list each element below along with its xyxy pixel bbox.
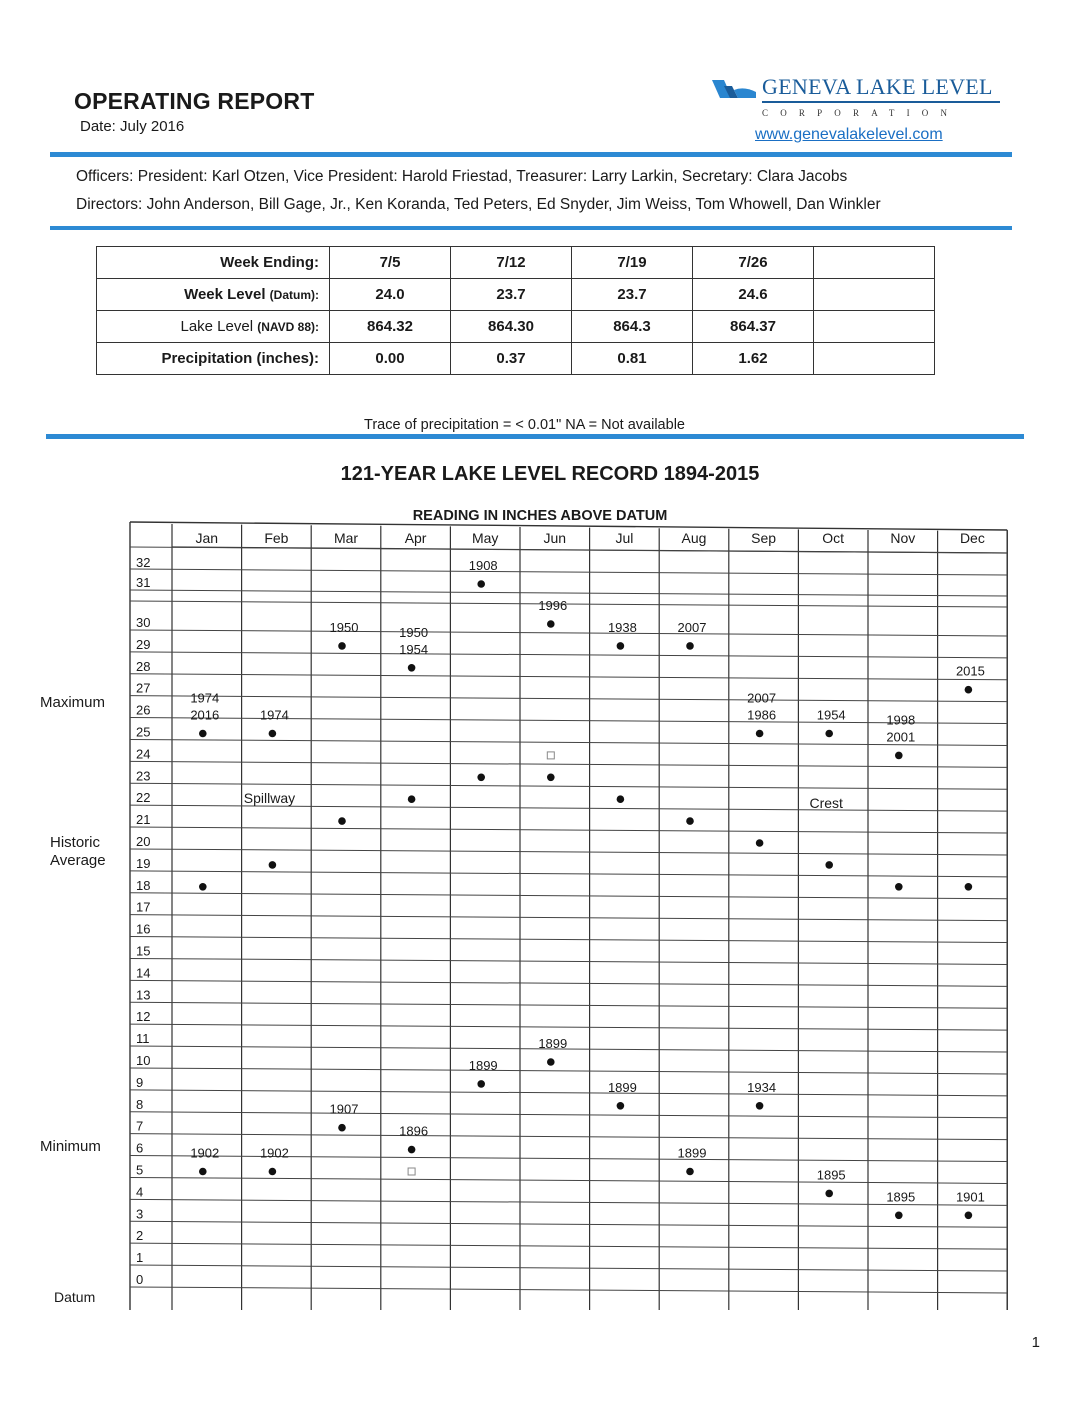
week-level-cell: 23.7	[451, 279, 572, 311]
minimum-point	[617, 1102, 625, 1110]
average-label: Average	[50, 852, 106, 869]
record-year-label: 1899	[538, 1036, 568, 1051]
record-year-label: 1954	[399, 641, 429, 657]
minimum-point	[965, 1212, 973, 1220]
precipitation-cell: 0.81	[572, 343, 693, 375]
record-year-label: 2001	[886, 729, 916, 745]
maximum-point	[756, 730, 764, 738]
maximum-point	[825, 730, 833, 738]
record-year-label: 1902	[190, 1145, 220, 1161]
report-title: OPERATING REPORT	[74, 88, 315, 114]
grid-row-line	[130, 958, 1007, 964]
record-year-label: 2007	[747, 690, 777, 706]
record-year-label: 1899	[468, 1057, 498, 1073]
week-ending-label: Week Ending:	[97, 247, 330, 279]
month-header: Sep	[751, 530, 777, 546]
y-tick-label: 17	[136, 899, 151, 915]
record-year-label: 1996	[538, 598, 568, 613]
y-tick-label: 0	[136, 1272, 144, 1287]
month-header: Nov	[890, 530, 916, 546]
minimum-point	[825, 1190, 833, 1198]
record-year-label: 2015	[955, 663, 985, 679]
grid-row-line	[130, 915, 1007, 921]
y-tick-label: 12	[136, 1009, 151, 1025]
week-cell: 7/12	[451, 247, 572, 279]
week-level-cell: 24.0	[330, 279, 451, 311]
record-year-label: 1950	[399, 624, 429, 640]
average-point	[825, 861, 833, 869]
average-point	[895, 883, 903, 891]
website-link[interactable]: www.genevalakelevel.com	[755, 126, 943, 143]
month-header: Oct	[822, 530, 845, 546]
y-tick-label: 31	[136, 575, 151, 590]
maximum-point	[338, 642, 346, 650]
record-year-label: 1998	[886, 712, 916, 728]
record-year-label: 1901	[955, 1189, 985, 1205]
grid-row-line	[130, 1112, 1007, 1118]
grid-row-line	[130, 630, 1007, 636]
y-tick-label: 24	[136, 746, 151, 762]
grid-row-line	[130, 547, 1007, 553]
maximum-point	[477, 580, 485, 588]
record-year-label: 2016	[190, 707, 220, 723]
current-level-mark	[408, 1168, 415, 1175]
month-header: Aug	[681, 530, 707, 546]
grid-row-line	[130, 1243, 1007, 1249]
month-header: Feb	[264, 530, 289, 546]
grid-row-line	[130, 827, 1007, 833]
average-point	[547, 774, 555, 782]
y-tick-label: 11	[136, 1031, 150, 1047]
average-point	[199, 883, 207, 891]
grid-row-line	[130, 569, 1007, 575]
crest-label: Crest	[809, 795, 843, 812]
y-tick-label: 5	[136, 1162, 144, 1178]
minimum-point	[686, 1168, 694, 1176]
record-year-label: 1902	[259, 1145, 289, 1161]
logo-subtitle: CORPORATION	[762, 108, 960, 118]
maximum-label: Maximum	[40, 694, 106, 711]
y-tick-label: 6	[136, 1140, 144, 1156]
lake-level-cell: 864.32	[330, 311, 451, 343]
grid-row-line	[130, 849, 1007, 855]
month-header: Jun	[543, 530, 567, 546]
maximum-point	[408, 664, 416, 672]
record-year-label: 1986	[747, 707, 777, 723]
grid-row-line	[130, 1068, 1007, 1074]
average-point	[756, 839, 764, 847]
month-header: Mar	[333, 530, 359, 546]
grid-row-line	[130, 1199, 1007, 1205]
grid-lines	[130, 522, 1007, 1310]
maximum-point	[547, 620, 555, 628]
y-tick-label: 26	[136, 702, 151, 718]
y-tick-label: 14	[136, 965, 151, 981]
y-tick-label: 16	[136, 921, 151, 937]
grid-row-line	[130, 674, 1007, 680]
grid-row-line	[130, 783, 1007, 789]
week-level-cell: 23.7	[572, 279, 693, 311]
average-point	[965, 883, 973, 891]
month-header: May	[471, 530, 499, 546]
grid-top-border	[130, 522, 1007, 530]
grid-row-line	[130, 1287, 1007, 1293]
y-tick-label: 25	[136, 724, 151, 740]
average-point	[617, 795, 625, 803]
datum-label: Datum	[54, 1289, 96, 1305]
y-tick-label: 1	[136, 1250, 144, 1266]
record-year-label: 1974	[190, 690, 220, 706]
grid-row-line	[130, 739, 1007, 745]
minimum-point	[408, 1146, 416, 1154]
y-tick-label: 2	[136, 1228, 144, 1244]
grid-labels	[136, 530, 985, 1287]
week-level-label-unit: (Datum):	[269, 288, 319, 302]
average-point	[269, 861, 277, 869]
y-tick-label: 28	[136, 658, 151, 674]
logo-text: GENEVA LAKE LEVEL	[762, 74, 993, 99]
record-year-label: 1896	[399, 1123, 429, 1139]
grid-row-line	[130, 893, 1007, 899]
minimum-point	[547, 1058, 555, 1066]
month-header: Apr	[404, 530, 427, 546]
record-year-label: 1954	[816, 707, 846, 723]
spillway-label: Spillway	[243, 790, 296, 807]
average-point	[477, 774, 485, 782]
y-tick-label: 29	[136, 636, 151, 652]
grid-row-line	[130, 696, 1007, 702]
y-tick-label: 8	[136, 1096, 144, 1112]
grid-row-line	[130, 761, 1007, 767]
minimum-point	[895, 1212, 903, 1220]
record-year-label: 1908	[468, 558, 498, 573]
page-number: 1	[1031, 1334, 1040, 1351]
grid-row-line	[130, 1024, 1007, 1030]
precipitation-label: Precipitation (inches):	[97, 343, 330, 375]
lake-level-label-main: Lake Level	[180, 318, 258, 335]
report-date: Date: July 2016	[80, 118, 185, 135]
grid-row-line	[130, 1046, 1007, 1052]
week-level-label-main: Week Level	[184, 286, 270, 303]
y-tick-label: 15	[136, 943, 151, 959]
minimum-point	[338, 1124, 346, 1132]
record-year-label: 1934	[747, 1079, 777, 1095]
grid-marks	[199, 580, 972, 1219]
lake-level-cell: 864.37	[693, 311, 814, 343]
chart-title: 121-YEAR LAKE LEVEL RECORD 1894-2015	[340, 463, 760, 485]
historic-label: Historic	[50, 834, 101, 851]
minimum-point	[269, 1168, 277, 1176]
grid-row-line	[130, 590, 1007, 596]
record-year-label: 1938	[607, 619, 637, 635]
record-year-label: 1899	[677, 1145, 707, 1161]
y-tick-label: 10	[136, 1053, 151, 1068]
record-year-label: 1895	[816, 1167, 846, 1183]
month-header: Jan	[195, 530, 219, 546]
grid-row-line	[130, 1002, 1007, 1008]
y-tick-label: 20	[136, 834, 151, 849]
record-year-label: 1950	[329, 619, 359, 635]
y-tick-label: 22	[136, 790, 151, 806]
grid-row-line	[130, 937, 1007, 943]
y-tick-label: 21	[136, 812, 151, 828]
week-cell: 7/19	[572, 247, 693, 279]
lake-level-cell: 864.3	[572, 311, 693, 343]
record-year-label: 1907	[329, 1101, 359, 1117]
maximum-point	[199, 730, 207, 738]
precipitation-cell: 1.62	[693, 343, 814, 375]
record-year-label: 1974	[259, 707, 289, 723]
y-tick-label: 13	[136, 987, 151, 1003]
y-tick-label: 18	[136, 877, 151, 893]
y-tick-label: 23	[136, 768, 151, 784]
precipitation-cell: 0.37	[451, 343, 572, 375]
minimum-point	[756, 1102, 764, 1110]
maximum-point	[965, 686, 973, 694]
week-cell: 7/5	[330, 247, 451, 279]
grid-row-line	[130, 871, 1007, 877]
y-tick-label: 27	[136, 680, 151, 696]
grid-row-line	[130, 1265, 1007, 1271]
grid-row-line	[130, 1177, 1007, 1183]
lake-level-label-unit: (NAVD 88):	[257, 320, 319, 334]
y-tick-label: 3	[136, 1206, 144, 1222]
average-point	[338, 817, 346, 825]
current-level-mark	[547, 752, 554, 759]
maximum-point	[617, 642, 625, 650]
maximum-point	[895, 752, 903, 760]
maximum-point	[686, 642, 694, 650]
lake-level-cell: 864.30	[451, 311, 572, 343]
precipitation-cell: 0.00	[330, 343, 451, 375]
record-year-label: 2007	[677, 619, 707, 635]
average-point	[686, 817, 694, 825]
grid-row-line	[130, 1134, 1007, 1140]
minimum-point	[477, 1080, 485, 1088]
grid-row-line	[130, 1221, 1007, 1227]
grid-row-line	[130, 652, 1007, 658]
trace-note: Trace of precipitation = < 0.01" NA = Not available	[364, 417, 685, 433]
directors-line: Directors: John Anderson, Bill Gage, Jr., Ken Koranda, Ted Peters, Ed Snyder, Jim Weiss, Tom Whowell, Dan Winkler	[76, 196, 881, 213]
record-year-label: 1895	[886, 1189, 916, 1205]
y-tick-label: 30	[136, 615, 151, 630]
record-year-label: 1899	[607, 1079, 637, 1095]
officers-line: Officers: President: Karl Otzen, Vice President: Harold Friestad, Treasurer: Larry Larkin, Secretary: Clara Jacobs	[76, 168, 848, 185]
minimum-label: Minimum	[40, 1138, 101, 1155]
y-tick-label: 7	[136, 1118, 144, 1134]
maximum-point	[269, 730, 277, 738]
week-cell: 7/26	[693, 247, 814, 279]
y-tick-label: 32	[136, 555, 151, 570]
chart-subtitle: READING IN INCHES ABOVE DATUM	[412, 508, 668, 524]
month-header: Jul	[615, 530, 634, 546]
average-point	[408, 795, 416, 803]
grid-row-line	[130, 601, 1007, 607]
minimum-point	[199, 1168, 207, 1176]
y-tick-label: 9	[136, 1074, 144, 1090]
grid-row-line	[130, 980, 1007, 986]
grid-row-line	[130, 1090, 1007, 1096]
y-tick-label: 4	[136, 1184, 144, 1200]
week-level-cell: 24.6	[693, 279, 814, 311]
month-header: Dec	[959, 530, 985, 546]
y-tick-label: 19	[136, 855, 151, 871]
